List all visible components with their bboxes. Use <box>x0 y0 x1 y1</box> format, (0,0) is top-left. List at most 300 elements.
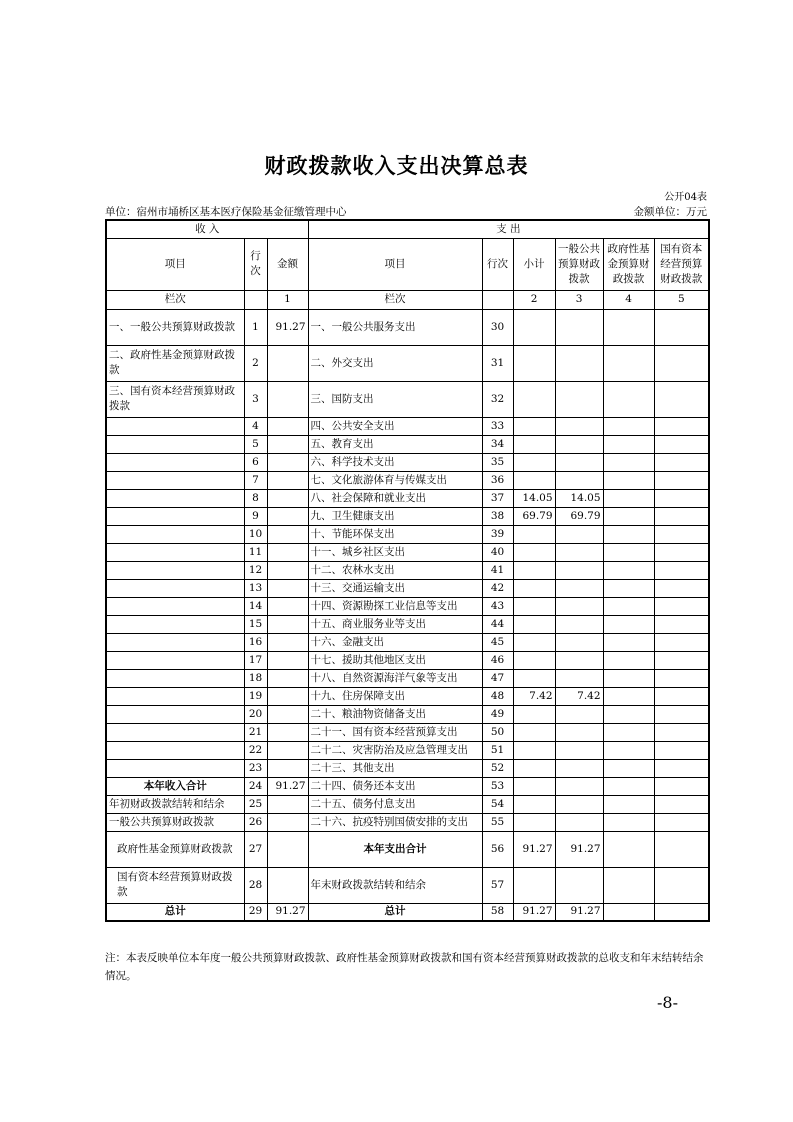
income-amount: 91.27 <box>267 777 308 795</box>
income-line-no: 4 <box>244 417 267 435</box>
expense-subtotal: 14.05 <box>513 489 555 507</box>
income-amount <box>267 453 308 471</box>
expense-gov-fund <box>603 705 654 723</box>
expense-item: 二十、粮油物资储备支出 <box>308 705 482 723</box>
expense-subtotal <box>513 435 555 453</box>
table-row <box>106 687 709 705</box>
expense-subtotal <box>513 615 555 633</box>
income-amount <box>267 615 308 633</box>
expense-state-capital <box>654 597 709 615</box>
expense-general-budget <box>555 345 603 381</box>
income-amount <box>267 741 308 759</box>
income-amount <box>267 507 308 525</box>
expense-line-no: 53 <box>482 777 513 795</box>
income-amount <box>267 579 308 597</box>
column-number-2: 2 <box>513 290 555 309</box>
expense-subtotal <box>513 597 555 615</box>
expense-item: 二十五、债务付息支出 <box>308 795 482 813</box>
expense-item: 总计 <box>308 903 482 921</box>
table-row <box>106 633 709 651</box>
income-line-no: 28 <box>244 867 267 903</box>
income-amount <box>267 759 308 777</box>
page-number: -8- <box>657 993 678 1012</box>
expense-subtotal <box>513 525 555 543</box>
income-line-no: 14 <box>244 597 267 615</box>
income-line-no: 17 <box>244 651 267 669</box>
expense-subtotal <box>513 309 555 345</box>
expense-gov-fund <box>603 561 654 579</box>
expense-line-no: 55 <box>482 813 513 831</box>
column-label-income: 栏次 <box>106 290 244 309</box>
income-line-no: 21 <box>244 723 267 741</box>
expense-item: 二十三、其他支出 <box>308 759 482 777</box>
income-amount <box>267 687 308 705</box>
expense-item: 二十四、债务还本支出 <box>308 777 482 795</box>
expense-subtotal <box>513 417 555 435</box>
table-row <box>106 561 709 579</box>
income-line-no: 29 <box>244 903 267 921</box>
expense-line-no: 45 <box>482 633 513 651</box>
expense-line-no: 41 <box>482 561 513 579</box>
expense-subtotal <box>513 561 555 579</box>
expense-subtotal <box>513 777 555 795</box>
expense-gov-fund <box>603 687 654 705</box>
expense-general-budget <box>555 525 603 543</box>
expense-item: 十八、自然资源海洋气象等支出 <box>308 669 482 687</box>
column-number-4: 4 <box>603 290 654 309</box>
table-row <box>106 903 709 921</box>
expense-line-no: 34 <box>482 435 513 453</box>
expense-general-budget: 14.05 <box>555 489 603 507</box>
expense-gov-fund <box>603 813 654 831</box>
income-amount: 91.27 <box>267 903 308 921</box>
expense-subtotal <box>513 759 555 777</box>
expense-general-budget <box>555 759 603 777</box>
expense-gov-fund <box>603 867 654 903</box>
expense-line-no: 49 <box>482 705 513 723</box>
column-blank <box>482 290 513 309</box>
table-row <box>106 507 709 525</box>
subtotal-header: 小计 <box>513 238 555 290</box>
expense-subtotal <box>513 669 555 687</box>
income-item: 本年收入合计 <box>106 777 244 795</box>
expense-line-no: 47 <box>482 669 513 687</box>
income-item <box>106 615 244 633</box>
column-number-3: 3 <box>555 290 603 309</box>
income-line-no: 7 <box>244 471 267 489</box>
expense-general-budget: 91.27 <box>555 903 603 921</box>
income-amount <box>267 795 308 813</box>
expense-subtotal <box>513 795 555 813</box>
column-number-5: 5 <box>654 290 709 309</box>
expense-gov-fund <box>603 345 654 381</box>
unit-label: 单位：宿州市埇桥区基本医疗保险基金征缴管理中心 <box>105 206 347 218</box>
expense-subtotal <box>513 813 555 831</box>
expense-gov-fund <box>603 435 654 453</box>
income-item <box>106 561 244 579</box>
expense-item: 十七、援助其他地区支出 <box>308 651 482 669</box>
column-label-expense: 栏次 <box>308 290 482 309</box>
income-line-no: 3 <box>244 381 267 417</box>
expense-general-budget <box>555 453 603 471</box>
table-row <box>106 705 709 723</box>
expense-item: 十、节能环保支出 <box>308 525 482 543</box>
column-number-1: 1 <box>267 290 308 309</box>
expense-line-no: 50 <box>482 723 513 741</box>
table-row <box>106 741 709 759</box>
expense-gov-fund <box>603 795 654 813</box>
expense-general-budget <box>555 435 603 453</box>
income-item: 国有资本经营预算财政拨款 <box>106 867 244 903</box>
income-amount <box>267 345 308 381</box>
expense-state-capital <box>654 669 709 687</box>
expense-item: 二十六、抗疫特别国债安排的支出 <box>308 813 482 831</box>
income-line-no: 11 <box>244 543 267 561</box>
income-item <box>106 489 244 507</box>
expense-gov-fund <box>603 489 654 507</box>
expense-general-budget <box>555 633 603 651</box>
expense-state-capital <box>654 723 709 741</box>
expense-line-no: 44 <box>482 615 513 633</box>
expense-item: 十三、交通运输支出 <box>308 579 482 597</box>
expense-item: 二、外交支出 <box>308 345 482 381</box>
income-amount <box>267 489 308 507</box>
expense-line-no: 40 <box>482 543 513 561</box>
expense-state-capital <box>654 381 709 417</box>
income-line-no: 22 <box>244 741 267 759</box>
expense-line-no: 32 <box>482 381 513 417</box>
expense-gov-fund <box>603 309 654 345</box>
expense-item: 十四、资源勘探工业信息等支出 <box>308 597 482 615</box>
table-row <box>106 471 709 489</box>
expense-general-budget <box>555 561 603 579</box>
column-blank <box>244 290 267 309</box>
expense-subtotal <box>513 633 555 651</box>
budget-summary-table <box>105 219 710 922</box>
expense-general-budget <box>555 579 603 597</box>
expense-item: 十二、农林水支出 <box>308 561 482 579</box>
expense-gov-fund <box>603 471 654 489</box>
income-item <box>106 669 244 687</box>
expense-general-budget: 69.79 <box>555 507 603 525</box>
general-budget-header: 一般公共预算财政拨款 <box>555 238 603 290</box>
income-item <box>106 417 244 435</box>
expense-item: 五、教育支出 <box>308 435 482 453</box>
expense-general-budget <box>555 867 603 903</box>
expense-item: 二十二、灾害防治及应急管理支出 <box>308 741 482 759</box>
income-line-no: 23 <box>244 759 267 777</box>
expense-general-budget <box>555 705 603 723</box>
income-amount <box>267 831 308 867</box>
table-number: 公开04表 <box>664 192 707 203</box>
expense-state-capital <box>654 759 709 777</box>
income-item-header: 项目 <box>106 238 244 290</box>
expense-subtotal <box>513 471 555 489</box>
table-row <box>106 381 709 417</box>
expense-state-capital <box>654 705 709 723</box>
expense-general-budget <box>555 777 603 795</box>
expense-state-capital <box>654 903 709 921</box>
expense-gov-fund <box>603 777 654 795</box>
expense-state-capital <box>654 345 709 381</box>
expense-subtotal <box>513 723 555 741</box>
income-item <box>106 633 244 651</box>
state-capital-header: 国有资本经营预算财政拨款 <box>654 238 709 290</box>
income-line-no: 18 <box>244 669 267 687</box>
income-line-no: 5 <box>244 435 267 453</box>
income-amount <box>267 471 308 489</box>
income-line-no: 12 <box>244 561 267 579</box>
income-line-no: 26 <box>244 813 267 831</box>
expense-line-no-header: 行次 <box>482 238 513 290</box>
income-line-no: 1 <box>244 309 267 345</box>
expense-general-budget <box>555 471 603 489</box>
expense-state-capital <box>654 435 709 453</box>
expense-state-capital <box>654 525 709 543</box>
income-amount <box>267 381 308 417</box>
income-line-no: 24 <box>244 777 267 795</box>
expense-state-capital <box>654 777 709 795</box>
expense-line-no: 57 <box>482 867 513 903</box>
expense-general-budget <box>555 669 603 687</box>
page-title: 财政拨款收入支出决算总表 <box>264 153 529 178</box>
income-amount-header: 金额 <box>267 238 308 290</box>
expense-line-no: 37 <box>482 489 513 507</box>
expense-gov-fund <box>603 615 654 633</box>
expense-line-no: 30 <box>482 309 513 345</box>
expense-item: 三、国防支出 <box>308 381 482 417</box>
expense-gov-fund <box>603 741 654 759</box>
income-item <box>106 435 244 453</box>
table-row <box>106 723 709 741</box>
expense-subtotal <box>513 705 555 723</box>
expense-state-capital <box>654 633 709 651</box>
expense-general-budget <box>555 813 603 831</box>
expense-line-no: 43 <box>482 597 513 615</box>
income-item: 一般公共预算财政拨款 <box>106 813 244 831</box>
income-item: 三、国有资本经营预算财政拨款 <box>106 381 244 417</box>
expense-state-capital <box>654 471 709 489</box>
expense-state-capital <box>654 831 709 867</box>
expense-state-capital <box>654 687 709 705</box>
income-amount <box>267 669 308 687</box>
expense-state-capital <box>654 507 709 525</box>
table-row <box>106 453 709 471</box>
income-line-no: 20 <box>244 705 267 723</box>
expense-state-capital <box>654 489 709 507</box>
expense-state-capital <box>654 813 709 831</box>
expense-general-budget <box>555 723 603 741</box>
expense-subtotal <box>513 579 555 597</box>
expense-subtotal: 91.27 <box>513 831 555 867</box>
expense-state-capital <box>654 543 709 561</box>
expense-gov-fund <box>603 525 654 543</box>
expense-subtotal <box>513 867 555 903</box>
income-line-no: 10 <box>244 525 267 543</box>
expense-gov-fund <box>603 417 654 435</box>
expense-line-no: 54 <box>482 795 513 813</box>
income-amount <box>267 723 308 741</box>
income-amount <box>267 543 308 561</box>
expense-state-capital <box>654 309 709 345</box>
income-item <box>106 579 244 597</box>
expense-general-budget <box>555 795 603 813</box>
expense-item-header: 项目 <box>308 238 482 290</box>
expense-line-no: 42 <box>482 579 513 597</box>
expense-state-capital <box>654 453 709 471</box>
expense-general-budget <box>555 417 603 435</box>
expense-state-capital <box>654 867 709 903</box>
income-item <box>106 723 244 741</box>
expense-gov-fund <box>603 453 654 471</box>
expense-state-capital <box>654 795 709 813</box>
expense-state-capital <box>654 417 709 435</box>
table-row <box>106 489 709 507</box>
table-row <box>106 669 709 687</box>
expense-gov-fund <box>603 507 654 525</box>
expense-state-capital <box>654 615 709 633</box>
income-item <box>106 525 244 543</box>
expense-line-no: 38 <box>482 507 513 525</box>
income-line-no: 25 <box>244 795 267 813</box>
table-row <box>106 525 709 543</box>
income-item <box>106 507 244 525</box>
expense-general-budget <box>555 309 603 345</box>
expense-subtotal <box>513 741 555 759</box>
income-line-no: 15 <box>244 615 267 633</box>
expense-line-no: 36 <box>482 471 513 489</box>
expense-subtotal: 91.27 <box>513 903 555 921</box>
expense-gov-fund <box>603 381 654 417</box>
expense-subtotal <box>513 381 555 417</box>
expense-line-no: 51 <box>482 741 513 759</box>
table-row <box>106 543 709 561</box>
expense-gov-fund <box>603 651 654 669</box>
expense-line-no: 58 <box>482 903 513 921</box>
expense-gov-fund <box>603 543 654 561</box>
expense-gov-fund <box>603 831 654 867</box>
expense-item: 十六、金融支出 <box>308 633 482 651</box>
income-line-no: 8 <box>244 489 267 507</box>
table-row <box>106 813 709 831</box>
income-item <box>106 687 244 705</box>
expense-state-capital <box>654 741 709 759</box>
income-amount <box>267 813 308 831</box>
expense-item: 九、卫生健康支出 <box>308 507 482 525</box>
expense-gov-fund <box>603 759 654 777</box>
money-unit-label: 金额单位：万元 <box>633 206 707 218</box>
table-row <box>106 579 709 597</box>
table-row <box>106 651 709 669</box>
expense-line-no: 52 <box>482 759 513 777</box>
income-item: 一、一般公共预算财政拨款 <box>106 309 244 345</box>
expense-general-budget: 7.42 <box>555 687 603 705</box>
table-row <box>106 309 709 345</box>
expense-item: 六、科学技术支出 <box>308 453 482 471</box>
expense-line-no: 56 <box>482 831 513 867</box>
expense-gov-fund <box>603 723 654 741</box>
expense-general-budget <box>555 651 603 669</box>
income-item <box>106 543 244 561</box>
expense-gov-fund <box>603 669 654 687</box>
table-row <box>106 597 709 615</box>
expense-line-no: 31 <box>482 345 513 381</box>
income-item <box>106 741 244 759</box>
table-row <box>106 615 709 633</box>
footnote: 注：本表反映单位本年度一般公共预算财政拨款、政府性基金预算财政拨款和国有资本经营预算财政拨款的总收支和年末结转结余情况。 <box>105 952 704 982</box>
expense-subtotal: 7.42 <box>513 687 555 705</box>
expense-item: 年末财政拨款结转和结余 <box>308 867 482 903</box>
expense-state-capital <box>654 579 709 597</box>
income-amount <box>267 435 308 453</box>
income-line-no: 2 <box>244 345 267 381</box>
table-row <box>106 795 709 813</box>
expense-line-no: 39 <box>482 525 513 543</box>
expense-item: 本年支出合计 <box>308 831 482 867</box>
income-header: 收 入 <box>106 220 308 238</box>
income-item <box>106 471 244 489</box>
table-row <box>106 831 709 867</box>
income-line-no: 19 <box>244 687 267 705</box>
income-item <box>106 453 244 471</box>
expense-general-budget <box>555 381 603 417</box>
income-line-no: 9 <box>244 507 267 525</box>
table-row <box>106 867 709 903</box>
expense-state-capital <box>654 561 709 579</box>
income-item: 二、政府性基金预算财政拨款 <box>106 345 244 381</box>
income-line-no-header: 行次 <box>244 238 267 290</box>
income-line-no: 27 <box>244 831 267 867</box>
income-amount <box>267 867 308 903</box>
expense-line-no: 48 <box>482 687 513 705</box>
income-amount <box>267 651 308 669</box>
expense-state-capital <box>654 651 709 669</box>
expense-item: 七、文化旅游体育与传媒支出 <box>308 471 482 489</box>
income-item <box>106 597 244 615</box>
income-item <box>106 705 244 723</box>
income-amount <box>267 633 308 651</box>
expense-item: 四、公共安全支出 <box>308 417 482 435</box>
expense-gov-fund <box>603 579 654 597</box>
expense-item: 二十一、国有资本经营预算支出 <box>308 723 482 741</box>
expense-general-budget <box>555 543 603 561</box>
expense-header: 支 出 <box>308 220 709 238</box>
expense-subtotal <box>513 543 555 561</box>
expense-subtotal <box>513 651 555 669</box>
expense-item: 十五、商业服务业等支出 <box>308 615 482 633</box>
income-item: 政府性基金预算财政拨款 <box>106 831 244 867</box>
income-amount: 91.27 <box>267 309 308 345</box>
income-amount <box>267 561 308 579</box>
expense-item: 一、一般公共服务支出 <box>308 309 482 345</box>
income-line-no: 13 <box>244 579 267 597</box>
expense-item: 十九、住房保障支出 <box>308 687 482 705</box>
expense-line-no: 35 <box>482 453 513 471</box>
income-amount <box>267 597 308 615</box>
income-line-no: 16 <box>244 633 267 651</box>
table-row <box>106 417 709 435</box>
expense-general-budget <box>555 741 603 759</box>
expense-general-budget: 91.27 <box>555 831 603 867</box>
gov-fund-header: 政府性基金预算财政拨款 <box>603 238 654 290</box>
expense-gov-fund <box>603 597 654 615</box>
expense-general-budget <box>555 615 603 633</box>
expense-line-no: 46 <box>482 651 513 669</box>
table-row <box>106 435 709 453</box>
expense-general-budget <box>555 597 603 615</box>
income-amount <box>267 705 308 723</box>
income-amount <box>267 525 308 543</box>
